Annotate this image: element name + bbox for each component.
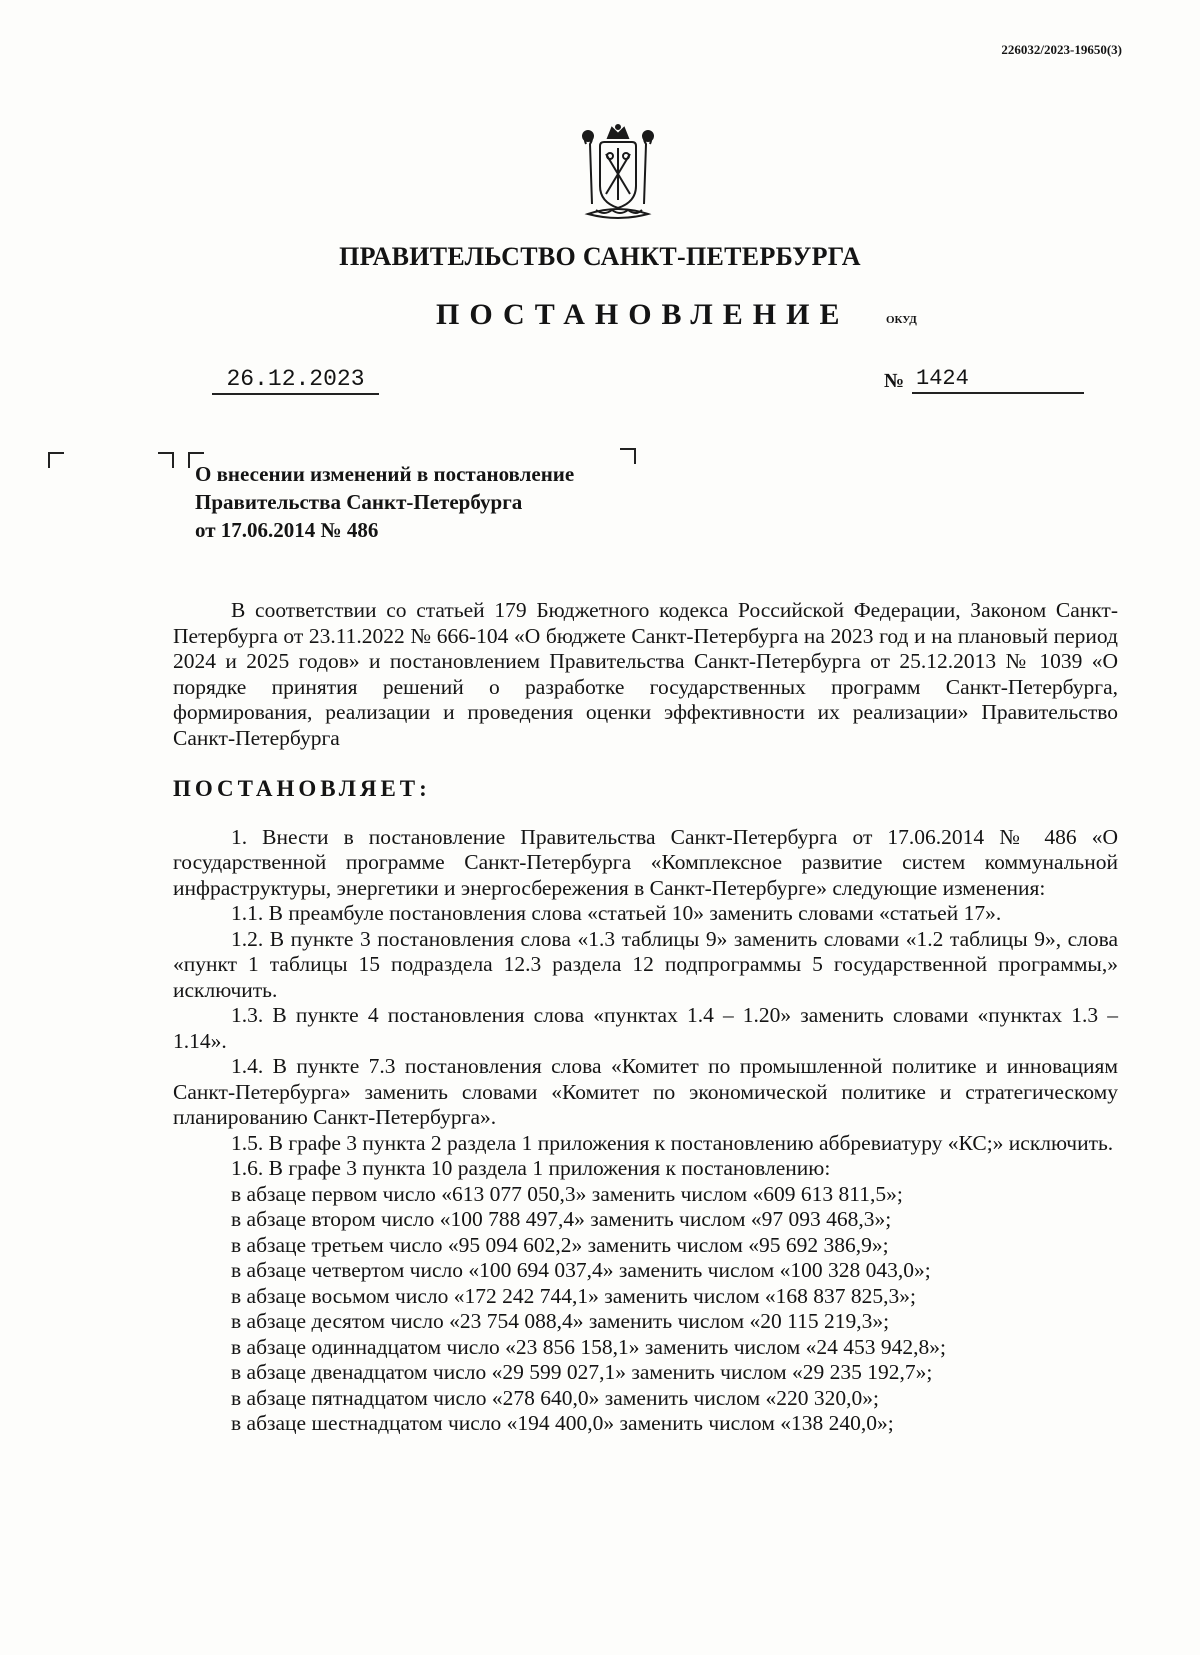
clause-1-1: 1.1. В преамбуле постановления слова «статьей 10» заменить словами «статьей 17». (231, 901, 1002, 925)
amendment-line: в абзаце одиннадцатом число «23 856 158,1» заменить числом «24 453 942,8»; (231, 1334, 946, 1359)
document-type: ПОСТАНОВЛЕНИЕ (436, 298, 850, 331)
amendment-line: в абзаце шестнадцатом число «194 400,0» заменить числом «138 240,0»; (231, 1411, 894, 1435)
clause-1-2: 1.2. В пункте 3 постановления слова «1.3 таблицы 9» заменить словами «1.2 таблицы 9», слова «пункт 1 таблицы 15 подраздела 12.3 раздела 12 подпрограммы 5 государственной программы,» исключить. (173, 926, 1118, 1002)
corner-mark (158, 452, 174, 468)
registration-number: 226032/2023-19650(3) (1001, 42, 1122, 57)
corner-mark (48, 452, 64, 468)
coat-of-arms-icon (578, 124, 658, 222)
amendment-line: в абзаце десятом число «23 754 088,4» заменить числом «20 115 219,3»; (231, 1309, 890, 1333)
okud-label: ОКУД (886, 314, 917, 326)
clause-1-4: 1.4. В пункте 7.3 постановления слова «Комитет по промышленной политике и инновациям Санкт-Петербурга» заменить словами «Комитет по экономической политике и стратегическому планированию Санкт-Петербурга». (173, 1054, 1118, 1129)
amendment-line: в абзаце первом число «613 077 050,3» заменить числом «609 613 811,5»; (231, 1181, 903, 1206)
amendment-line: в абзаце втором число «100 788 497,4» заменить числом «97 093 468,3»; (231, 1207, 892, 1231)
clause-1: 1. Внести в постановление Правительства Санкт-Петербурга от 17.06.2014 № 486 «О государственной программе Санкт-Петербурга «Комплексное развитие систем коммунальной инфраструктуры, энергетики и энергосбережения в Санкт-Петербурге» следующие изменения: (173, 824, 1118, 900)
clause-1-6: 1.6. В графе 3 пункта 10 раздела 1 приложения к постановлению: (231, 1156, 831, 1180)
amendment-line: в абзаце двенадцатом число «29 599 027,1» заменить числом «29 235 192,7»; (231, 1360, 933, 1384)
preamble: В соответствии со статьей 179 Бюджетного кодекса Российской Федерации, Законом Санкт-Петербурга от 23.11.2022 № 666-104 «О бюджете Санкт-Петербурга на 2023 год и на плановый период 2024 и 2025 годов» и постановлением Правительства Санкт-Петербурга от 25.12.2013 № 1039 «О порядке принятия решений о разработке государственных программ Санкт-Петербурга, формирования, реализации и проведения оценки эффективности их реализации» Правительство Санкт-Петербурга (173, 598, 1118, 750)
subject-line: О внесении изменений в постановление (195, 462, 575, 486)
subject-line: Правительства Санкт-Петербурга (195, 490, 523, 514)
corner-mark (620, 448, 636, 464)
amendment-line: в абзаце пятнадцатом число «278 640,0» заменить числом «220 320,0»; (231, 1385, 879, 1410)
amendment-line: в абзаце четвертом число «100 694 037,4» заменить числом «100 328 043,0»; (231, 1258, 931, 1282)
document-subject (195, 460, 574, 544)
amendment-line: в абзаце восьмом число «172 242 744,1» заменить числом «168 837 825,3»; (231, 1283, 917, 1308)
clause-1-3: 1.3. В пункте 4 постановления слова «пунктах 1.4 – 1.20» заменить словами «пунктах 1.3 – 1.14». (173, 1003, 1118, 1053)
resolves-heading: ПОСТАНОВЛЯЕТ: (173, 776, 431, 801)
document-date: 26.12.2023 (212, 366, 379, 395)
clause-1-5: 1.5. В графе 3 пункта 2 раздела 1 приложения к постановлению аббревиатуру «КС;» исключить. (231, 1130, 1114, 1155)
number-sign: № (884, 370, 905, 392)
subject-line: от 17.06.2014 № 486 (195, 518, 379, 542)
document-body (173, 598, 1118, 1437)
amendment-line: в абзаце третьем число «95 094 602,2» заменить числом «95 692 386,9»; (231, 1232, 889, 1257)
document-number: 1424 (912, 366, 1084, 394)
government-title: ПРАВИТЕЛЬСТВО САНКТ-ПЕТЕРБУРГА (339, 242, 861, 271)
